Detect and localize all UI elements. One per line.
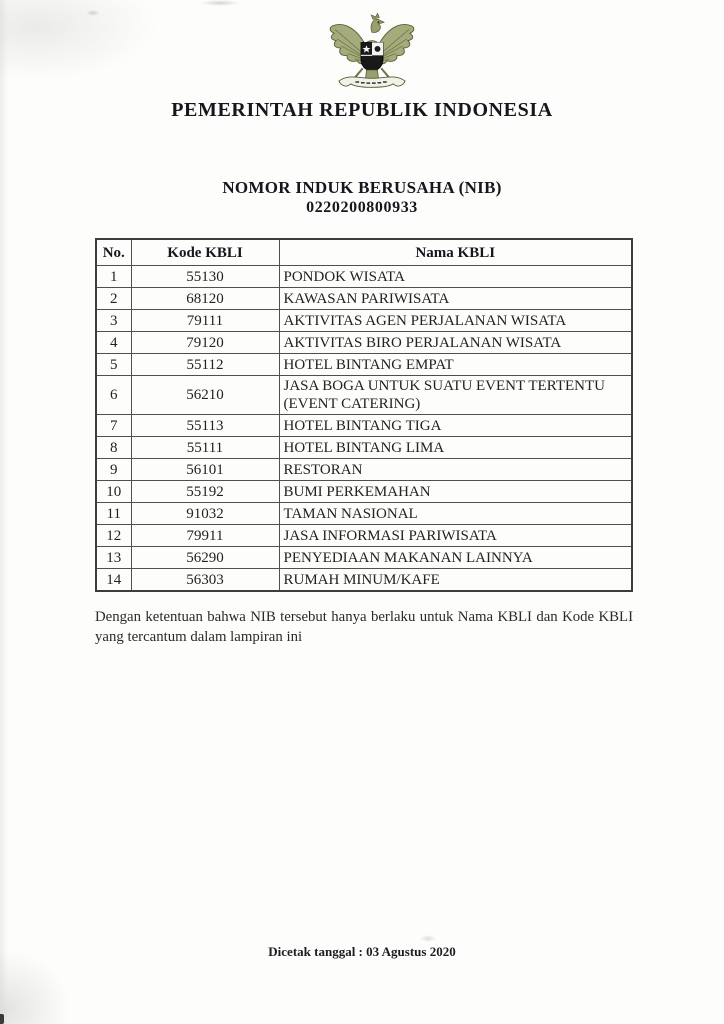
- cell-nama: RESTORAN: [279, 459, 632, 481]
- cell-nama: RUMAH MINUM/KAFE: [279, 569, 632, 592]
- cell-nama: HOTEL BINTANG EMPAT: [279, 354, 632, 376]
- cell-kode: 79120: [131, 332, 279, 354]
- table-row: [96, 332, 632, 354]
- cell-no: 11: [96, 503, 131, 525]
- cell-no: 14: [96, 569, 131, 592]
- cell-no: 3: [96, 310, 131, 332]
- scan-mark: [0, 1014, 4, 1024]
- cell-kode: 55130: [131, 266, 279, 288]
- scan-speck: [86, 10, 100, 16]
- cell-nama: PONDOK WISATA: [279, 266, 632, 288]
- cell-no: 9: [96, 459, 131, 481]
- column-header-nama-kbli: Nama KBLI: [279, 239, 632, 266]
- scan-speck: [200, 0, 240, 6]
- kbli-table: [95, 238, 633, 592]
- cell-kode: 55192: [131, 481, 279, 503]
- cell-nama: HOTEL BINTANG LIMA: [279, 437, 632, 459]
- printed-date: Dicetak tanggal : 03 Agustus 2020: [268, 944, 456, 959]
- cell-nama: TAMAN NASIONAL: [279, 503, 632, 525]
- garuda-pancasila-emblem: [326, 13, 418, 99]
- table-row: [96, 288, 632, 310]
- cell-kode: 79111: [131, 310, 279, 332]
- table-row: [96, 569, 632, 592]
- cell-kode: 56303: [131, 569, 279, 592]
- cell-nama: HOTEL BINTANG TIGA: [279, 415, 632, 437]
- cell-no: 1: [96, 266, 131, 288]
- table-row: [96, 310, 632, 332]
- cell-nama: BUMI PERKEMAHAN: [279, 481, 632, 503]
- government-title: PEMERINTAH REPUBLIK INDONESIA: [171, 99, 553, 121]
- cell-no: 10: [96, 481, 131, 503]
- document-title: NOMOR INDUK BERUSAHA (NIB): [222, 178, 502, 197]
- validity-note: Dengan ketentuan bahwa NIB tersebut hanya berlaku untuk Nama KBLI dan Kode KBLI yang tercantum dalam lampiran ini: [95, 609, 633, 645]
- table-row: [96, 354, 632, 376]
- table-row: [96, 376, 632, 415]
- cell-no: 4: [96, 332, 131, 354]
- table-row: [96, 459, 632, 481]
- cell-no: 6: [96, 376, 131, 415]
- cell-nama: JASA INFORMASI PARIWISATA: [279, 525, 632, 547]
- scan-smudge: [0, 950, 70, 1024]
- cell-no: 13: [96, 547, 131, 569]
- table-header-row: [96, 239, 632, 266]
- cell-nama: JASA BOGA UNTUK SUATU EVENT TERTENTU (EVENT CATERING): [279, 376, 632, 415]
- cell-kode: 55113: [131, 415, 279, 437]
- cell-kode: 68120: [131, 288, 279, 310]
- cell-no: 12: [96, 525, 131, 547]
- cell-kode: 55111: [131, 437, 279, 459]
- table-row: [96, 547, 632, 569]
- cell-no: 8: [96, 437, 131, 459]
- cell-kode: 79911: [131, 525, 279, 547]
- cell-no: 7: [96, 415, 131, 437]
- nib-heading: [0, 177, 724, 218]
- nib-number: 0220200800933: [306, 199, 418, 216]
- cell-kode: 56101: [131, 459, 279, 481]
- cell-kode: 56290: [131, 547, 279, 569]
- cell-kode: 55112: [131, 354, 279, 376]
- garuda-icon: [326, 13, 418, 94]
- table-row: [96, 266, 632, 288]
- scan-speck: [420, 935, 436, 942]
- cell-no: 5: [96, 354, 131, 376]
- table-row: [96, 415, 632, 437]
- cell-nama: AKTIVITAS BIRO PERJALANAN WISATA: [279, 332, 632, 354]
- table-row: [96, 525, 632, 547]
- cell-nama: PENYEDIAAN MAKANAN LAINNYA: [279, 547, 632, 569]
- scan-edge-shadow: [0, 0, 8, 1024]
- cell-nama: KAWASAN PARIWISATA: [279, 288, 632, 310]
- cell-no: 2: [96, 288, 131, 310]
- cell-kode: 91032: [131, 503, 279, 525]
- table-row: [96, 503, 632, 525]
- table-row: [96, 481, 632, 503]
- cell-nama: AKTIVITAS AGEN PERJALANAN WISATA: [279, 310, 632, 332]
- column-header-no: No.: [96, 239, 131, 266]
- cell-kode: 56210: [131, 376, 279, 415]
- table-row: [96, 437, 632, 459]
- column-header-kode-kbli: Kode KBLI: [131, 239, 279, 266]
